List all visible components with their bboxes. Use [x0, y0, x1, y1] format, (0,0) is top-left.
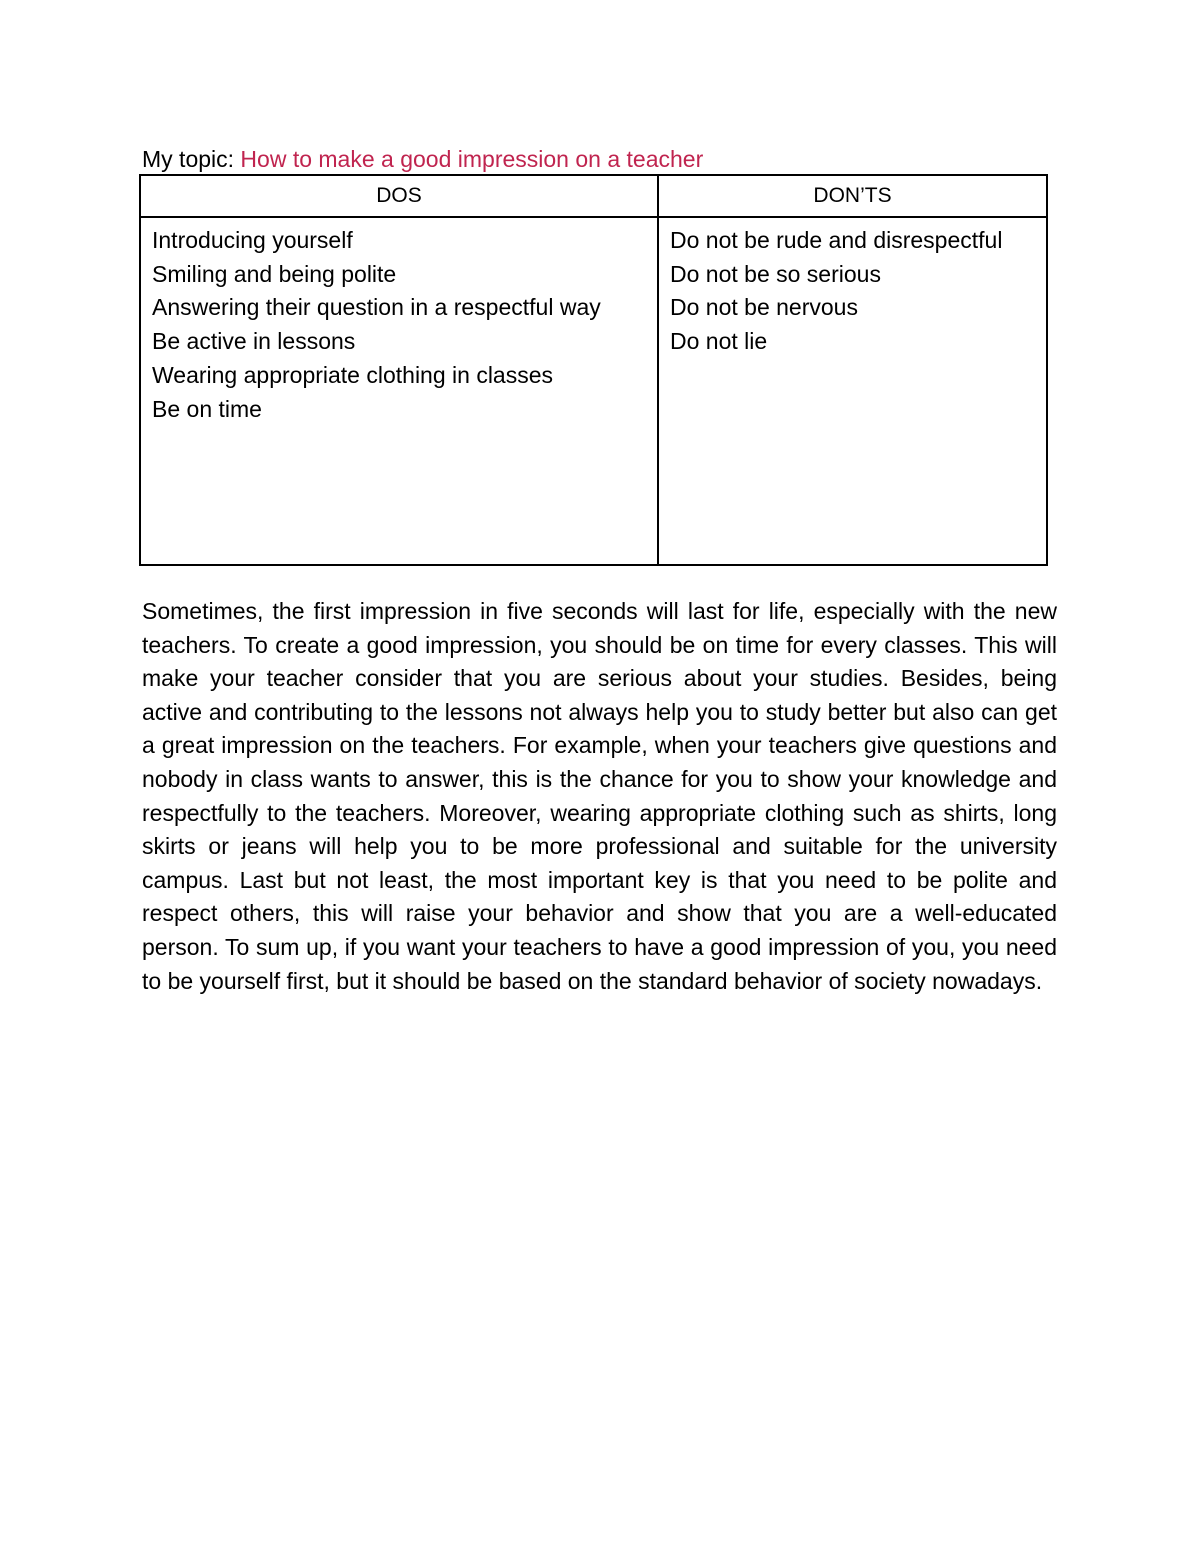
dos-header: DOS	[140, 175, 658, 217]
dos-item: Be on time	[152, 395, 262, 422]
donts-item: Do not be rude and disrespectful	[670, 227, 1003, 253]
topic-title: How to make a good impression on a teacher	[240, 146, 704, 172]
dos-item: Be active in lessons	[152, 328, 356, 355]
dos-list	[141, 224, 657, 426]
dos-cell	[140, 217, 658, 565]
donts-header: DON’TS	[658, 175, 1047, 217]
donts-item: Do not lie	[670, 328, 768, 355]
donts-item: Do not be nervous	[670, 294, 858, 321]
dos-item: Introducing yourself	[152, 227, 353, 253]
essay-paragraph: Sometimes, the first impression in five seconds will last for life, especially with the new teachers. To create a good impression, you should be on time for every classes. This will make your teacher consider that you are serious about your studies. Besides, being active and contributing to the lessons not always help you to study better but also can get a great impression on the teachers. For example, when your teachers give questions and nobody in class wants to answer, this is the chance for you to show your knowledge and respectfully to the teachers. Moreover, wearing appropriate clothing such as shirts, long skirts or jeans will help you to be more professional and suitable for the university campus. Last but not least, the most important key is that you need to be polite and respect others, this will raise your behavior and show that you are a well-educated person. To sum up, if you want your teachers to have a good impression of you, you need to be yourself first, but it should be based on the standard behavior of society nowadays.	[142, 598, 1057, 994]
dos-donts-table	[139, 174, 1048, 566]
topic-label: My topic:	[142, 146, 241, 172]
donts-list	[659, 224, 1046, 359]
donts-item: Do not be so serious	[670, 260, 881, 287]
dos-item: Smiling and being polite	[152, 260, 397, 287]
topic-heading	[142, 144, 703, 174]
table-header-row	[140, 175, 1047, 217]
dos-item: Wearing appropriate clothing in classes	[152, 361, 554, 388]
dos-item: Answering their question in a respectful way	[152, 294, 601, 321]
table-body-row	[140, 217, 1047, 565]
donts-cell	[658, 217, 1047, 565]
